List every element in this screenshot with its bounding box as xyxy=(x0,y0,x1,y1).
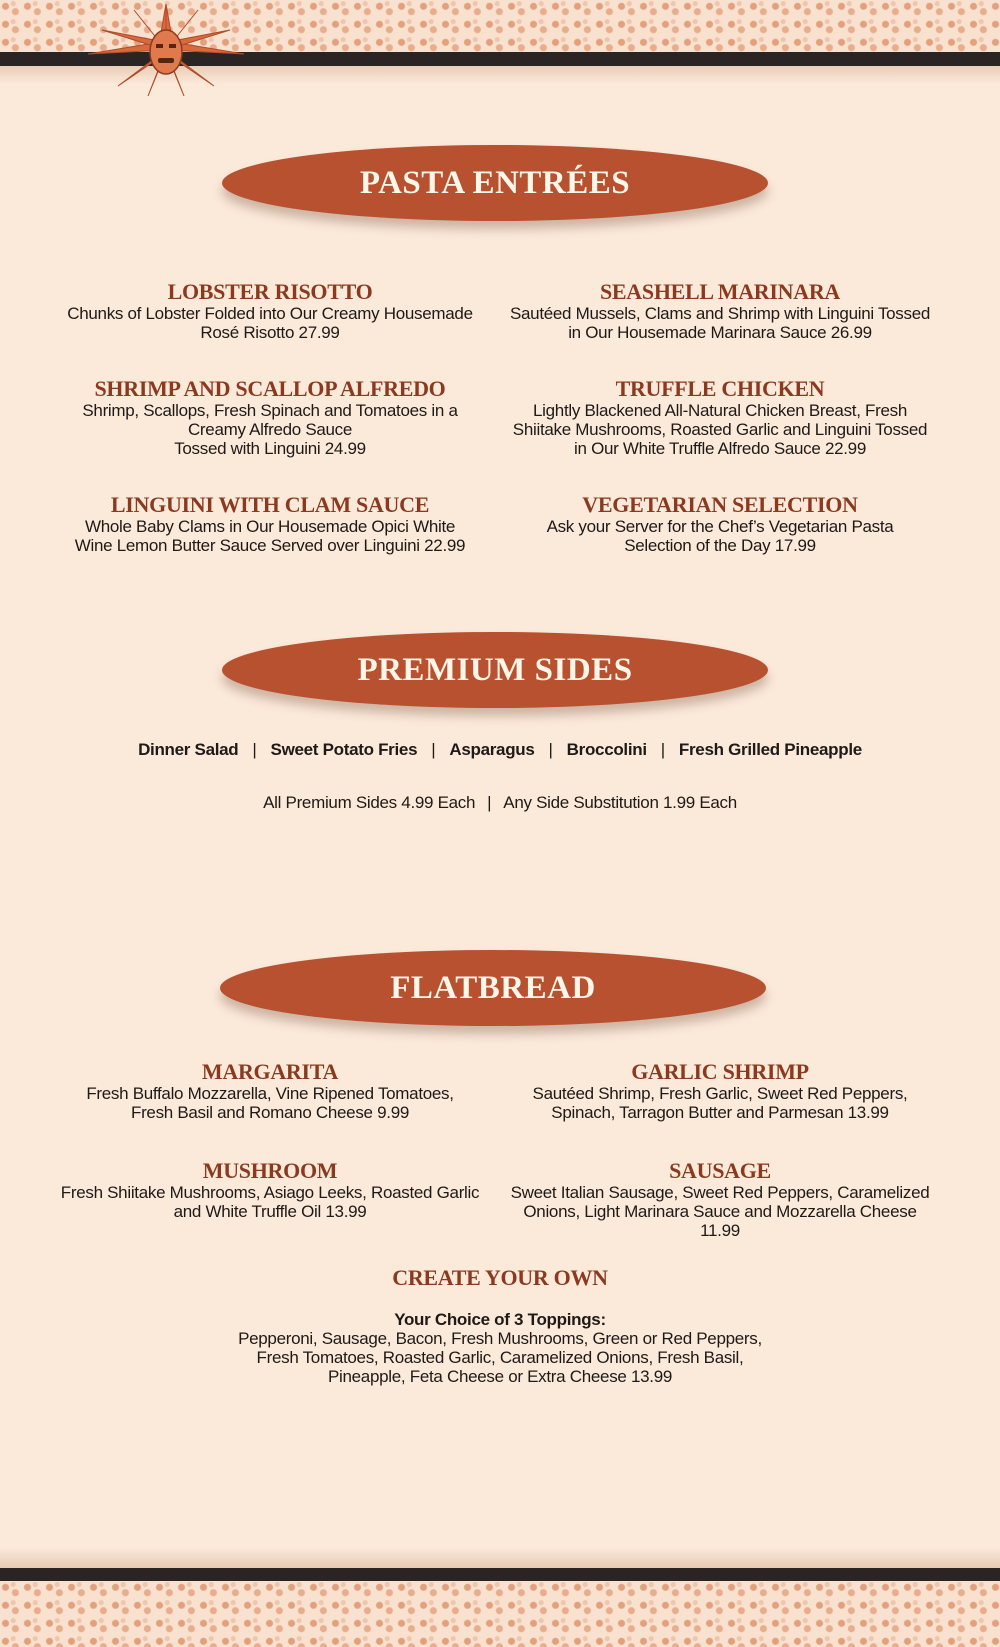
toppings-description: Pepperoni, Sausage, Bacon, Fresh Mushrooms, Green or Red Peppers, Fresh Tomatoes, Roasted Garlic, Caramelized Onions, Fresh Basil, Pineapple, Feta Cheese or Extra Cheese 13.99 xyxy=(238,1329,762,1386)
item-name: MARGARITA xyxy=(201,1059,339,1084)
menu-item xyxy=(55,1159,485,1221)
bottom-pattern-band xyxy=(0,1581,1000,1647)
side-item: Dinner Salad xyxy=(138,740,239,759)
menu-item xyxy=(55,280,485,342)
item-description: Sautéed Mussels, Clams and Shrimp with Linguini Tossed in Our Housemade Marinara Sauce 26.99 xyxy=(509,304,931,342)
toppings-subtitle: Your Choice of 3 Toppings: xyxy=(394,1310,606,1329)
sides-pricing-note xyxy=(0,793,1000,813)
separator: | xyxy=(660,740,665,759)
menu-item xyxy=(500,1159,940,1240)
item-description: Ask your Server for the Chef’s Vegetarian Pasta Selection of the Day 17.99 xyxy=(546,517,894,555)
separator: | xyxy=(487,793,492,812)
item-description: Sautéed Shrimp, Fresh Garlic, Sweet Red Peppers, Spinach, Tarragon Butter and Parmesan 13.99 xyxy=(532,1084,908,1122)
item-name: MUSHROOM xyxy=(202,1158,338,1183)
item-description: Chunks of Lobster Folded into Our Creamy Housemade Rosé Risotto 27.99 xyxy=(67,304,473,342)
sides-section-banner xyxy=(222,632,768,708)
menu-item xyxy=(500,1060,940,1122)
item-name: LINGUINI WITH CLAM SAUCE xyxy=(110,492,430,517)
flatbread-section-banner xyxy=(220,950,766,1026)
item-description: Lightly Blackened All-Natural Chicken Breast, Fresh Shiitake Mushrooms, Roasted Garlic and Linguini Tossed in Our White Truffle Alfredo Sauce 22.99 xyxy=(512,401,928,458)
section-title: FLATBREAD xyxy=(390,969,596,1006)
menu-item xyxy=(500,377,940,458)
side-item: Fresh Grilled Pineapple xyxy=(678,740,862,759)
bottom-rule xyxy=(0,1568,1000,1582)
menu-item xyxy=(500,280,940,342)
side-item: Broccolini xyxy=(566,740,647,759)
sides-price: All Premium Sides 4.99 Each xyxy=(263,793,476,812)
item-name: VEGETARIAN SELECTION xyxy=(582,492,858,517)
substitution-price: Any Side Substitution 1.99 Each xyxy=(503,793,737,812)
menu-item xyxy=(55,493,485,555)
item-description: Sweet Italian Sausage, Sweet Red Peppers, Caramelized Onions, Light Marinara Sauce and Mozzarella Cheese 11.99 xyxy=(510,1183,930,1240)
pasta-section-banner xyxy=(222,145,768,221)
separator: | xyxy=(548,740,553,759)
create-your-own-block xyxy=(0,1310,1000,1386)
create-your-own-title: CREATE YOUR OWN xyxy=(392,1265,608,1290)
menu-item xyxy=(500,493,940,555)
menu-item xyxy=(55,1060,485,1122)
menu-item xyxy=(55,377,485,458)
bottom-shadow xyxy=(0,1548,1000,1568)
starburst-tiki-logo-icon xyxy=(88,4,244,96)
item-name: TRUFFLE CHICKEN xyxy=(615,376,825,401)
separator: | xyxy=(431,740,436,759)
item-name: SEASHELL MARINARA xyxy=(599,279,840,304)
item-name: GARLIC SHRIMP xyxy=(631,1059,809,1084)
item-description: Whole Baby Clams in Our Housemade Opici White Wine Lemon Butter Sauce Served over Linguini 22.99 xyxy=(74,517,466,555)
item-description: Fresh Shiitake Mushrooms, Asiago Leeks, Roasted Garlic and White Truffle Oil 13.99 xyxy=(60,1183,480,1221)
section-title: PASTA ENTRÉES xyxy=(359,164,631,201)
side-item: Sweet Potato Fries xyxy=(270,740,418,759)
side-item: Asparagus xyxy=(449,740,535,759)
item-description: Shrimp, Scallops, Fresh Spinach and Tomatoes in a Creamy Alfredo Sauce Tossed with Linguini 24.99 xyxy=(82,401,458,458)
sides-list xyxy=(0,740,1000,760)
item-name: LOBSTER RISOTTO xyxy=(167,279,373,304)
section-title: PREMIUM SIDES xyxy=(357,651,633,688)
item-description: Fresh Buffalo Mozzarella, Vine Ripened Tomatoes, Fresh Basil and Romano Cheese 9.99 xyxy=(86,1084,454,1122)
separator: | xyxy=(252,740,257,759)
item-name: SHRIMP AND SCALLOP ALFREDO xyxy=(94,376,446,401)
item-name: SAUSAGE xyxy=(669,1158,771,1183)
